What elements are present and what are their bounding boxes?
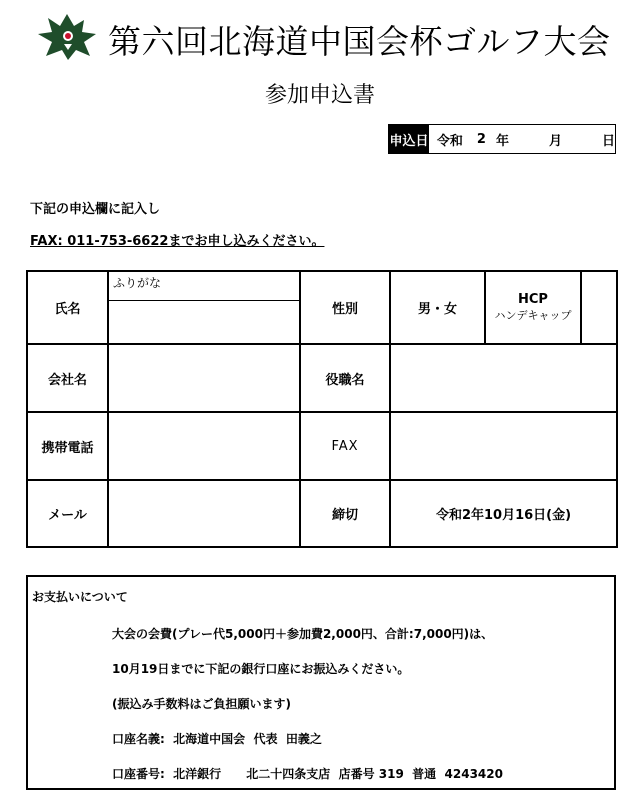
application-form-table <box>26 270 618 548</box>
payment-line-deadline: 10月19日までに下記の銀行口座にお振込みください。 <box>112 662 410 676</box>
furigana-field[interactable] <box>108 271 300 300</box>
fax-label: FAX <box>300 412 390 480</box>
company-label: 会社名 <box>27 344 108 412</box>
payment-heading: お支払いについて <box>32 590 128 604</box>
company-field[interactable] <box>108 344 300 412</box>
payment-line-fee: 大会の会費(プレー代5,000円＋参加費2,000円、合計:7,000円)は、 <box>112 627 494 641</box>
name-field[interactable] <box>108 300 300 344</box>
gender-options[interactable]: 男・女 <box>390 271 485 344</box>
payment-line-fee-note: (振込み手数料はご負担願います) <box>112 697 291 711</box>
payment-line-account-name: 口座名義: 北海道中国会 代表 田義之 <box>112 732 322 746</box>
mobile-field[interactable] <box>108 412 300 480</box>
date-day-unit: 日 <box>601 133 615 149</box>
page-title: 第六回北海道中国会杯ゴルフ大会 <box>108 22 611 61</box>
deadline-value: 令和2年10月16日(金) <box>390 480 617 547</box>
deadline-label: 締切 <box>300 480 390 547</box>
fax-instruction-text: FAX: 011-753-6622までお申し込みください。 <box>30 234 325 249</box>
fax-field[interactable] <box>390 412 617 480</box>
hcp-field[interactable] <box>581 271 617 344</box>
application-date-label: 申込日 <box>389 125 429 153</box>
hcp-title: HCP <box>518 292 548 307</box>
gender-label: 性別 <box>300 271 390 344</box>
instruction-text: 下記の申込欄に記入し <box>30 202 161 217</box>
mobile-label: 携帯電話 <box>27 412 108 480</box>
date-era: 令和 <box>436 133 463 149</box>
name-label: 氏名 <box>27 271 108 344</box>
date-month-unit: 月 <box>548 133 562 149</box>
furigana-label: ふりがな <box>113 276 162 290</box>
page-subtitle: 参加申込書 <box>264 83 375 108</box>
holly-leaf-logo-icon <box>34 12 100 62</box>
date-year-unit: 年 <box>495 133 509 149</box>
hcp-subtitle: ハンデキャップ <box>494 309 572 322</box>
payment-line-account-number: 口座番号: 北洋銀行 北二十四条支店 店番号 319 普通 4243420 <box>112 767 503 781</box>
date-year: 2 <box>476 131 486 147</box>
position-field[interactable] <box>390 344 617 412</box>
payment-info-box <box>26 575 616 790</box>
position-label: 役職名 <box>300 344 390 412</box>
application-date-field[interactable] <box>429 125 615 153</box>
application-date-box <box>388 124 616 154</box>
hcp-label <box>485 271 581 344</box>
email-field[interactable] <box>108 480 300 547</box>
email-label: メール <box>27 480 108 547</box>
